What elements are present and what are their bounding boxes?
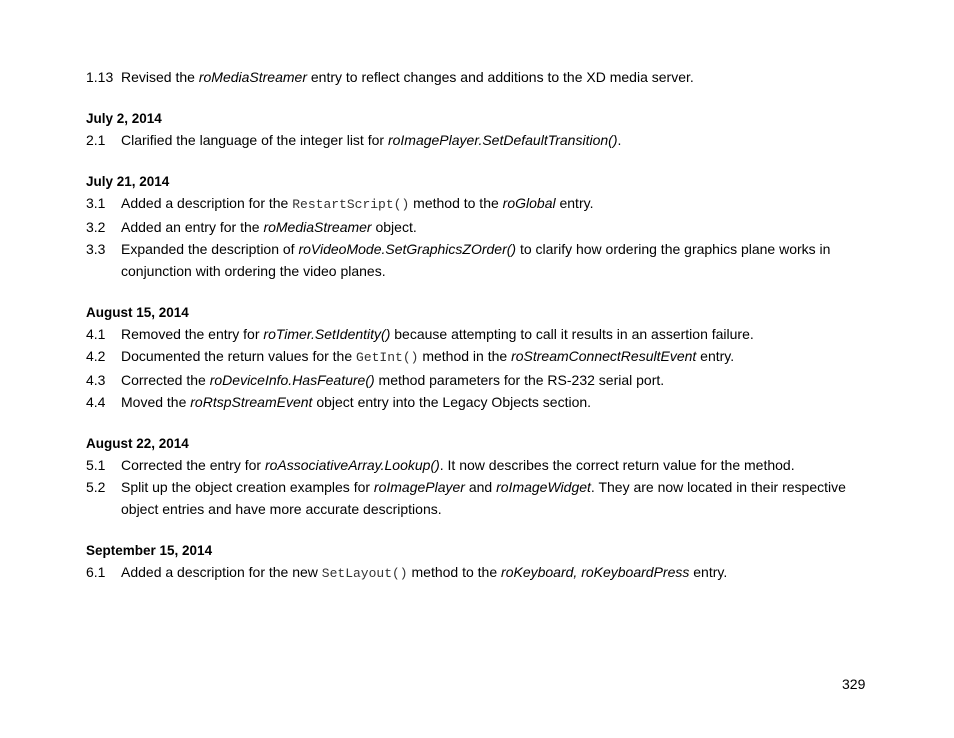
text-segment: Expanded the description of (121, 241, 299, 257)
method-code: SetLayout() (321, 566, 408, 581)
text-segment: Corrected the (121, 372, 210, 388)
revision-number: 1.13 (86, 69, 114, 85)
object-name: roMediaStreamer (198, 69, 307, 85)
revision-text (121, 238, 876, 282)
text-segment: Corrected the entry for (121, 457, 265, 473)
text-segment: Added a description for the (121, 195, 293, 211)
revision-item (86, 238, 876, 282)
revision-item (86, 66, 876, 88)
text-segment: entry. (555, 195, 594, 211)
section-heading-date: September 15, 2014 (86, 543, 213, 558)
text-segment: Removed the entry for (121, 326, 264, 342)
revision-text (121, 391, 876, 413)
object-name: roRtspStreamEvent (190, 394, 313, 410)
revision-number: 2.1 (86, 132, 106, 148)
text-segment: method to the (407, 564, 502, 580)
page-number: 329 (842, 676, 866, 692)
text-segment: object entry into the Legacy Objects section. (312, 394, 592, 410)
object-name: roImageWidget (496, 479, 591, 495)
revision-history (86, 66, 876, 585)
object-name: roVideoMode.SetGraphicsZOrder() (298, 241, 517, 257)
object-name: roImagePlayer (373, 479, 465, 495)
revision-number: 5.1 (86, 457, 106, 473)
revision-item (86, 476, 876, 520)
text-segment: . It now describes the correct return value for the method. (439, 457, 795, 473)
revision-text (121, 561, 876, 585)
revision-item (86, 454, 876, 476)
text-segment: method in the (418, 348, 512, 364)
text-segment: entry. (689, 564, 728, 580)
text-segment: Clarified the language of the integer list for (121, 132, 388, 148)
revision-item (86, 129, 876, 151)
text-segment: because attempting to call it results in an assertion failure. (390, 326, 754, 342)
text-segment: method to the (409, 195, 503, 211)
object-name: roMediaStreamer (263, 219, 372, 235)
revision-number: 5.2 (86, 479, 106, 495)
revision-text (121, 454, 876, 476)
section-heading-date: July 21, 2014 (86, 174, 170, 189)
revision-number: 6.1 (86, 564, 106, 580)
revision-text (121, 66, 876, 88)
text-segment: . (617, 132, 622, 148)
section-spacer (86, 282, 876, 303)
revision-item (86, 192, 876, 216)
revision-text (121, 345, 876, 369)
section-heading-date: August 22, 2014 (86, 436, 189, 451)
text-segment: . They are now located in their respective object entries and have more accurate descriptions. (121, 479, 846, 517)
revision-number: 4.3 (86, 372, 106, 388)
method-code: GetInt() (356, 350, 419, 365)
text-segment: method parameters for the RS-232 serial port. (374, 372, 665, 388)
object-name: roDeviceInfo.HasFeature() (209, 372, 375, 388)
revision-item (86, 345, 876, 369)
revision-number: 3.1 (86, 195, 106, 211)
object-name: roStreamConnectResultEvent (511, 348, 697, 364)
text-segment: Revised the (121, 69, 199, 85)
section-spacer (86, 88, 876, 109)
revision-text (121, 369, 876, 391)
object-name: roKeyboard, roKeyboardPress (501, 564, 690, 580)
object-name: roGlobal (502, 195, 556, 211)
revision-text (121, 129, 876, 151)
section-spacer (86, 413, 876, 434)
method-code: RestartScript() (292, 197, 410, 212)
revision-number: 4.4 (86, 394, 106, 410)
section-heading-date: August 15, 2014 (86, 305, 189, 320)
text-segment: Moved the (121, 394, 191, 410)
section-spacer (86, 520, 876, 541)
text-segment: entry to reflect changes and additions to the XD media server. (306, 69, 694, 85)
revision-text (121, 216, 876, 238)
text-segment: Added an entry for the (121, 219, 264, 235)
object-name: roImagePlayer.SetDefaultTransition() (387, 132, 618, 148)
text-segment: Added a description for the new (121, 564, 322, 580)
text-segment: and (464, 479, 497, 495)
revision-number: 3.2 (86, 219, 106, 235)
revision-text (121, 192, 876, 216)
section-heading-date: July 2, 2014 (86, 111, 162, 126)
text-segment: entry. (696, 348, 735, 364)
revision-number: 4.2 (86, 348, 106, 364)
revision-item (86, 323, 876, 345)
revision-text (121, 476, 876, 520)
revision-item (86, 391, 876, 413)
revision-item (86, 216, 876, 238)
object-name: roAssociativeArray.Lookup() (264, 457, 440, 473)
text-segment: Split up the object creation examples for (121, 479, 374, 495)
text-segment: Documented the return values for the (121, 348, 357, 364)
revision-text (121, 323, 876, 345)
revision-item (86, 369, 876, 391)
revision-item (86, 561, 876, 585)
text-segment: object. (371, 219, 417, 235)
text-segment: to clarify how ordering the graphics plane works in conjunction with ordering the video planes. (121, 241, 831, 279)
revision-number: 4.1 (86, 326, 106, 342)
section-spacer (86, 151, 876, 172)
revision-number: 3.3 (86, 241, 106, 257)
object-name: roTimer.SetIdentity() (263, 326, 391, 342)
